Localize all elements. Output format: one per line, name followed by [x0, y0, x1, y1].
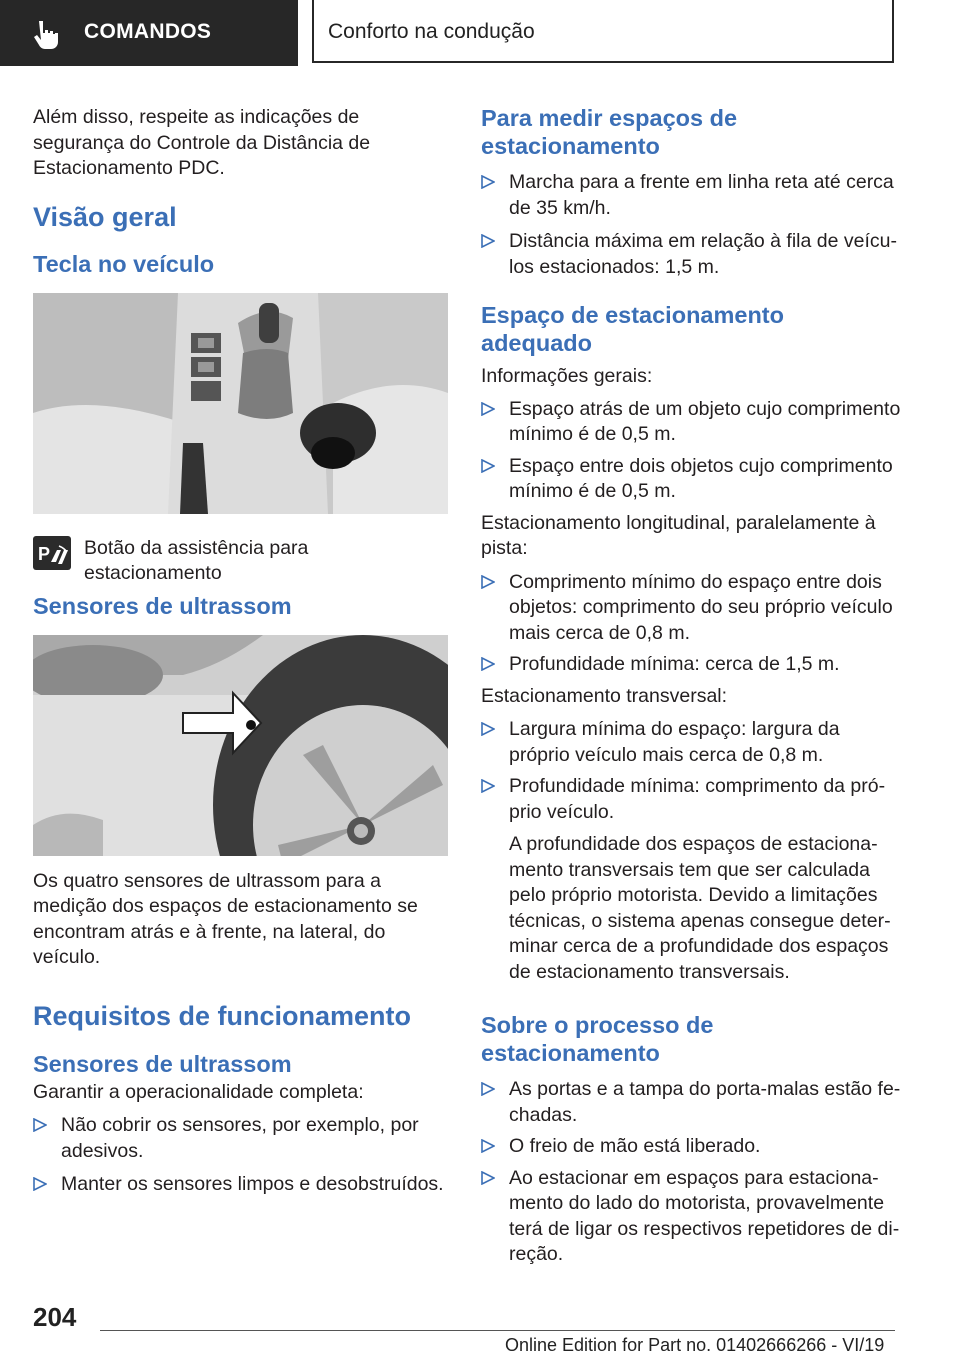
triangle-bullet-icon	[481, 779, 495, 793]
section-tab-label: COMANDOS	[84, 20, 212, 43]
right-column	[481, 94, 901, 1268]
left-column	[33, 94, 448, 1198]
list-item: Espaço atrás de um objeto cujo comprimento mínimo é de 0,5 m.	[481, 397, 901, 448]
transversal-paragraph: Estacionamento transversal:	[481, 684, 728, 707]
measure-bullets	[481, 170, 901, 280]
edition-text: Online Edition for Part no. 01402666266 - VI/19	[505, 1335, 885, 1355]
triangle-bullet-icon	[481, 722, 495, 736]
button-caption-row	[33, 536, 448, 584]
page-header	[0, 0, 960, 66]
svg-text:P: P	[38, 543, 51, 564]
heading-requirements: Requisitos de funcionamento	[33, 1000, 412, 1031]
sensor-bullets	[33, 1113, 448, 1198]
list-item: Manter os sensores limpos e desobstruídos.	[33, 1172, 448, 1198]
longitudinal-bullets	[481, 570, 901, 678]
triangle-bullet-icon	[481, 1171, 495, 1185]
heading-sensors-2: Sensores de ultrassom	[33, 1050, 292, 1077]
general-info: Informações gerais:	[481, 365, 653, 387]
triangle-bullet-icon	[481, 402, 495, 416]
page-number: 204	[33, 1302, 77, 1332]
heading-parking-process: Sobre o processo de estacionamento	[481, 1012, 714, 1066]
longitudinal-paragraph: Estacionamento longitudinal, paralelamente à pista:	[481, 511, 876, 559]
list-item: Profundidade mínima: cerca de 1,5 m.	[481, 652, 901, 678]
sensors-paragraph: Os quatro sensores de ultrassom para a medição dos espaços de estacionamento se encontram atrás e à frente, na lateral, do veículo.	[33, 869, 418, 968]
heading-measure: Para medir espaços de estacionamento	[481, 105, 738, 159]
park-assist-button-icon	[33, 536, 71, 570]
general-bullets	[481, 397, 901, 505]
transversal-bullets	[481, 717, 901, 825]
list-item: Marcha para a frente em linha reta até cerca de 35 km/h.	[481, 170, 901, 221]
triangle-bullet-icon	[481, 175, 495, 189]
chapter-tab-label: Conforto na condução	[328, 20, 535, 43]
triangle-bullet-icon	[33, 1118, 47, 1132]
triangle-bullet-icon	[481, 657, 495, 671]
list-item: Largura mínima do espaço: largura da próprio veículo mais cerca de 0,8 m.	[481, 717, 901, 768]
ensure-paragraph: Garantir a operacionalidade completa:	[33, 1080, 364, 1103]
bumper-illustration	[33, 635, 448, 856]
list-item: As portas e a tampa do porta-malas estão fechadas.	[481, 1077, 901, 1128]
triangle-bullet-icon	[481, 1082, 495, 1096]
transversal-note: A profundidade dos espaços de estacionamento transversais tem que ser calculada pelo próprio motorista. Devido a limitações técnicas, o sistema apenas consegue determinar cerca de a profundidade dos espaços de estacionamento transversais.	[509, 833, 891, 983]
heading-overview: Visão geral	[33, 201, 177, 232]
heading-button: Tecla no veículo	[33, 250, 215, 277]
heading-suitable-space: Espaço de estacionamento adequado	[481, 302, 784, 356]
triangle-bullet-icon	[481, 234, 495, 248]
intro-paragraph: Além disso, respeite as indicações de segurança do Controle da Distância de Estacionamento PDC.	[33, 106, 371, 179]
list-item: Espaço entre dois objetos cujo comprimento mínimo é de 0,5 m.	[481, 454, 901, 505]
list-item: Distância máxima em relação à fila de veículos estacionados: 1,5 m.	[481, 229, 901, 280]
console-photo	[33, 293, 448, 514]
hand-pointer-icon	[30, 18, 62, 50]
list-item: O freio de mão está liberado.	[481, 1134, 901, 1160]
chapter-tab[interactable]	[312, 0, 894, 63]
console-illustration	[33, 293, 448, 514]
list-item: Não cobrir os sensores, por exemplo, por adesivos.	[33, 1113, 448, 1164]
heading-sensors: Sensores de ultrassom	[33, 592, 292, 619]
list-item: Ao estacionar em espaços para estacionamento do lado do motorista, provavelmente terá de ligar os respectivos repetidores de direção.	[481, 1166, 901, 1268]
list-item: Comprimento mínimo do espaço entre dois objetos: comprimento do seu próprio veículo mais cerca de 0,8 m.	[481, 570, 901, 647]
process-bullets	[481, 1077, 901, 1268]
section-tab[interactable]	[0, 0, 298, 66]
button-caption: Botão da assistência para estacionamento	[84, 536, 309, 584]
triangle-bullet-icon	[481, 459, 495, 473]
footer-divider	[100, 1330, 895, 1331]
triangle-bullet-icon	[33, 1177, 47, 1191]
sensors-photo	[33, 635, 448, 856]
triangle-bullet-icon	[481, 575, 495, 589]
list-item: Profundidade mínima: comprimento da próprio veículo.	[481, 774, 901, 825]
triangle-bullet-icon	[481, 1139, 495, 1153]
